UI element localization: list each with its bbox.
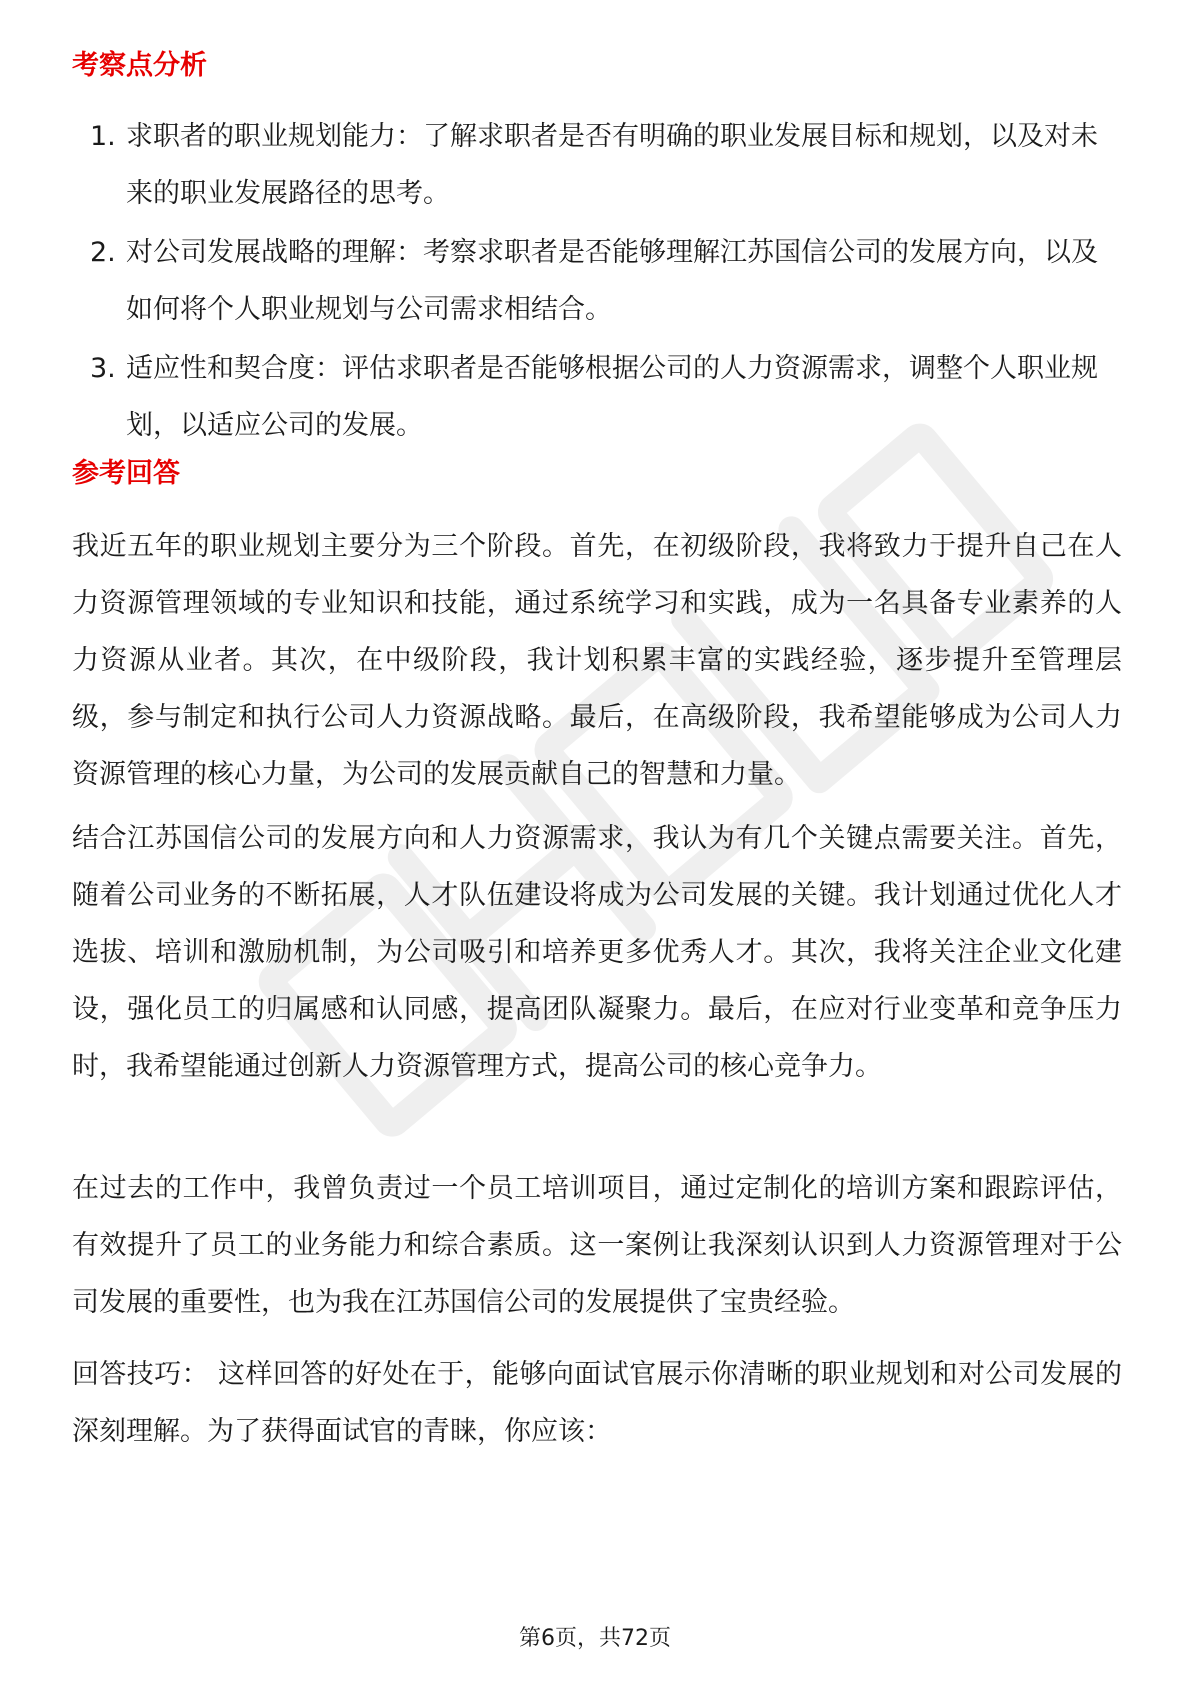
list-item [72, 224, 1122, 338]
page-number: 第6页，共72页 [519, 1626, 671, 1651]
list-item-number: 1. [90, 121, 116, 152]
list-item-number: 3. [90, 353, 116, 384]
list-item-number: 2. [90, 237, 116, 268]
list-item-text: 对公司发展战略的理解：考察求职者是否能够理解江苏国信公司的发展方向，以及如何将个人职业规划与公司需求相结合。 [126, 237, 1098, 325]
list-item-text: 求职者的职业规划能力：了解求职者是否有明确的职业发展目标和规划，以及对未来的职业发展路径的思考。 [126, 121, 1098, 209]
answer-paragraph-3: 在过去的工作中，我曾负责过一个员工培训项目，通过定制化的培训方案和跟踪评估，有效提升了员工的业务能力和综合素质。这一案例让我深刻认识到人力资源管理对于公司发展的重要性，也为我在江苏国信公司的发展提供了宝贵经验。 [72, 1173, 1122, 1318]
answer-heading: 参考回答 [72, 458, 180, 489]
analysis-list [72, 108, 1122, 456]
list-item-text: 适应性和契合度：评估求职者是否能够根据公司的人力资源需求，调整个人职业规划，以适应公司的发展。 [126, 353, 1098, 441]
answer-tips-paragraph: 回答技巧： 这样回答的好处在于，能够向面试官展示你清晰的职业规划和对公司发展的深刻理解。为了获得面试官的青睐，你应该： [72, 1359, 1122, 1447]
list-item [72, 108, 1122, 222]
answer-paragraph-2: 结合江苏国信公司的发展方向和人力资源需求，我认为有几个关键点需要关注。首先，随着公司业务的不断拓展，人才队伍建设将成为公司发展的关键。我计划通过优化人才选拔、培训和激励机制，为公司吸引和培养更多优秀人才。其次，我将关注企业文化建设，强化员工的归属感和认同感，提高团队凝聚力。最后，在应对行业变革和竞争压力时，我希望能通过创新人力资源管理方式，提高公司的核心竞争力。 [72, 823, 1122, 1082]
analysis-heading: 考察点分析 [72, 50, 207, 81]
list-item [72, 340, 1122, 454]
answer-paragraph-1: 我近五年的职业规划主要分为三个阶段。首先，在初级阶段，我将致力于提升自己在人力资源管理领域的专业知识和技能，通过系统学习和实践，成为一名具备专业素养的人力资源从业者。其次，在中级阶段，我计划积累丰富的实践经验，逐步提升至管理层级，参与制定和执行公司人力资源战略。最后，在高级阶段，我希望能够成为公司人力资源管理的核心力量，为公司的发展贡献自己的智慧和力量。 [72, 531, 1122, 790]
